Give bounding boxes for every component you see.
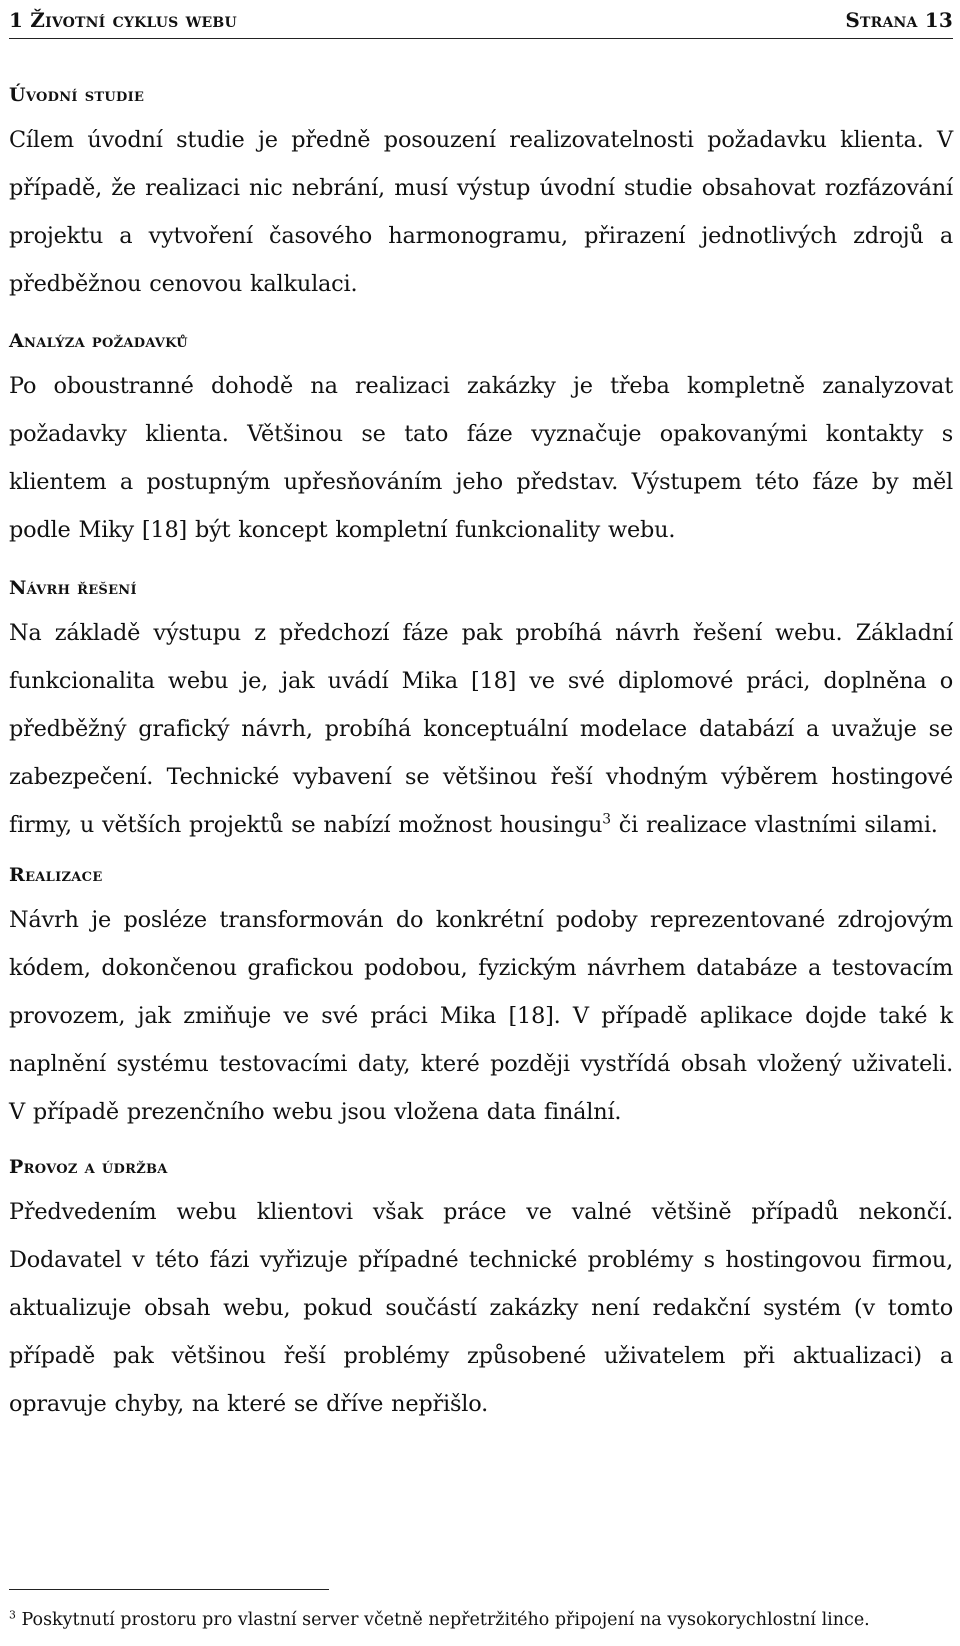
section-paragraph: Po oboustranné dohodě na realizaci zakázky je třeba kompletně zanalyzovat požadavky klienta. Většinou se tato fáze vyznačuje opakovanými kontakty s klientem a postupným upřesňováním jeho představ. Výstupem této fáze by měl podle Miky [18] být koncept kompletní funkcionality webu. (9, 373, 953, 543)
paragraph-text: Na základě výstupu z předchozí fáze pak probíhá návrh řešení webu. Základní funkcionalita webu je, jak uvádí Mika [18] ve své diplomové práci, doplněna o předběžný grafický návrh, probíhá konceptuální modelace databází a uvažuje se zabezpečení. Technické vybavení se většinou řeší vhodným výběrem hostingové firmy, u větších projektů se nabízí možnost housingu (9, 620, 953, 838)
section-paragraph: Návrh je posléze transformován do konkrétní podoby reprezentované zdrojovým kódem, dokončenou grafickou podobou, fyzickým návrhem databáze a testovacím provozem, jak zmiňuje ve své práci Mika [18]. V případě aplikace dojde také k naplnění systému testovacími daty, které později vystřídá obsah vložený uživateli. V případě prezenčního webu jsou vložena data finální. (9, 907, 953, 1125)
footnote-reference[interactable]: 3 (602, 811, 611, 828)
footnote (9, 1608, 953, 1632)
section-realizace (9, 864, 953, 1136)
section-paragraph (9, 609, 953, 849)
page-number: Strana 13 (845, 8, 953, 32)
section-navrh-reseni (9, 577, 953, 849)
section-analyza-pozadavku (9, 330, 953, 554)
paragraph-text: či realizace vlastními silami. (610, 812, 938, 838)
chapter-title: 1 Životní cyklus webu (9, 8, 237, 32)
section-heading: Realizace (9, 864, 103, 886)
section-paragraph: Cílem úvodní studie je předně posouzení realizovatelnosti požadavku klienta. V případě, že realizaci nic nebrání, musí výstup úvodní studie obsahovat rozfázování projektu a vytvoření časového harmonogramu, přirazení jednotlivých zdrojů a předběžnou cenovou kalkulaci. (9, 127, 953, 297)
document-page (9, 0, 953, 1646)
footnote-number: 3 (9, 1608, 16, 1622)
section-heading: Úvodní studie (9, 84, 145, 106)
footnote-divider (9, 1589, 329, 1590)
section-uvodni-studie (9, 84, 953, 308)
section-heading: Návrh řešení (9, 577, 137, 599)
running-header (9, 4, 953, 39)
section-paragraph: Předvedením webu klientovi však práce ve valné většině případů nekončí. Dodavatel v této fázi vyřizuje případné technické problémy s hostingovou firmou, aktualizuje obsah webu, pokud součástí zakázky není redakční systém (v tomto případě pak většinou řeší problémy způsobené uživatelem při aktualizaci) a opravuje chyby, na které se dříve nepřišlo. (9, 1199, 953, 1417)
footnote-text: Poskytnutí prostoru pro vlastní server včetně nepřetržitého připojení na vysokorychlostní lince. (15, 1610, 870, 1630)
section-provoz-a-udrzba (9, 1156, 953, 1428)
section-heading: Analýza požadavků (9, 330, 188, 352)
section-heading: Provoz a údržba (9, 1156, 168, 1178)
